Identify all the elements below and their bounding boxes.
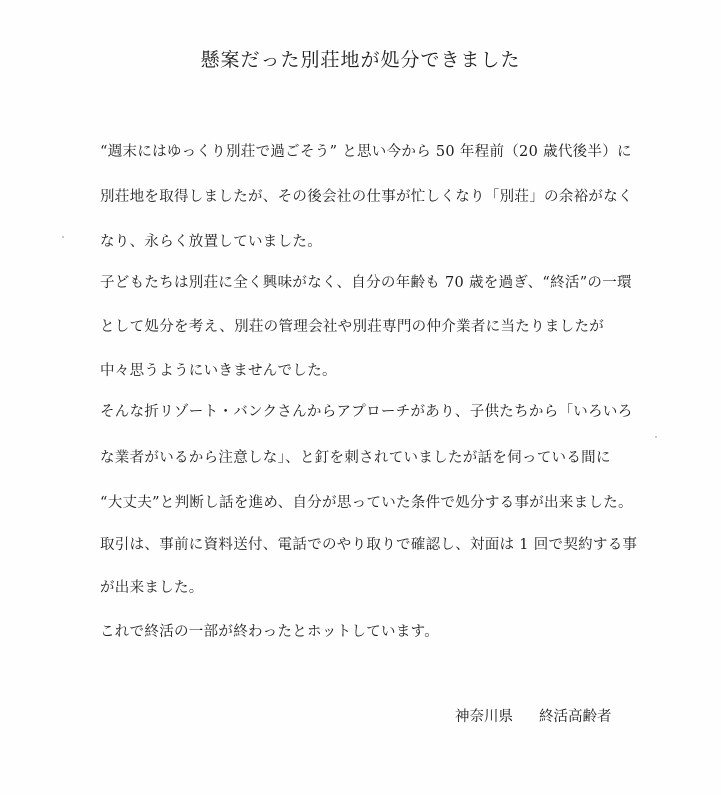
body-line: として処分を考え、別荘の管理会社や別荘専門の仲介業者に当たりましたが bbox=[100, 319, 605, 335]
body-line: “週末にはゆっくり別荘で過ごそう” と思い今から 50 年程前（20 歳代後半）に bbox=[100, 144, 632, 160]
body-line: なり、永らく放置していました。 bbox=[100, 234, 322, 250]
body-line: 中々思うようにいきませんでした。 bbox=[100, 363, 337, 379]
body-line: 子どもたちは別荘に全く興味がなく、自分の年齢も 70 歳を過ぎ、“終活”の一環 bbox=[100, 275, 632, 291]
scan-speck bbox=[655, 436, 657, 438]
signature-name: 終活高齢者 bbox=[539, 709, 612, 725]
body-line: が出来ました。 bbox=[100, 580, 204, 596]
signature bbox=[455, 706, 612, 728]
body-line: そんな折リゾート・バンクさんからアプローチがあり、子供たちから「いろいろ bbox=[100, 404, 633, 420]
body-line: な業者がいるから注意しな」、と釘を刺されていましたが話を伺っている間に bbox=[100, 450, 611, 466]
body-line: これで終活の一部が終わったとホットしています。 bbox=[100, 624, 440, 640]
body-line: “大丈夫”と判断し話を進め、自分が思っていた条件で処分する事が出来ました。 bbox=[100, 495, 633, 511]
letter-title: 懸案だった別荘地が処分できました bbox=[200, 49, 521, 71]
body-line: 別荘地を取得しましたが、その後会社の仕事が忙しくなり「別荘」の余裕がなく bbox=[100, 189, 633, 205]
signature-prefecture: 神奈川県 bbox=[455, 709, 513, 725]
body-line: 取引は、事前に資料送付、電話でのやり取りで確認し、対面は 1 回で契約する事 bbox=[100, 537, 638, 553]
scan-speck bbox=[62, 236, 64, 238]
